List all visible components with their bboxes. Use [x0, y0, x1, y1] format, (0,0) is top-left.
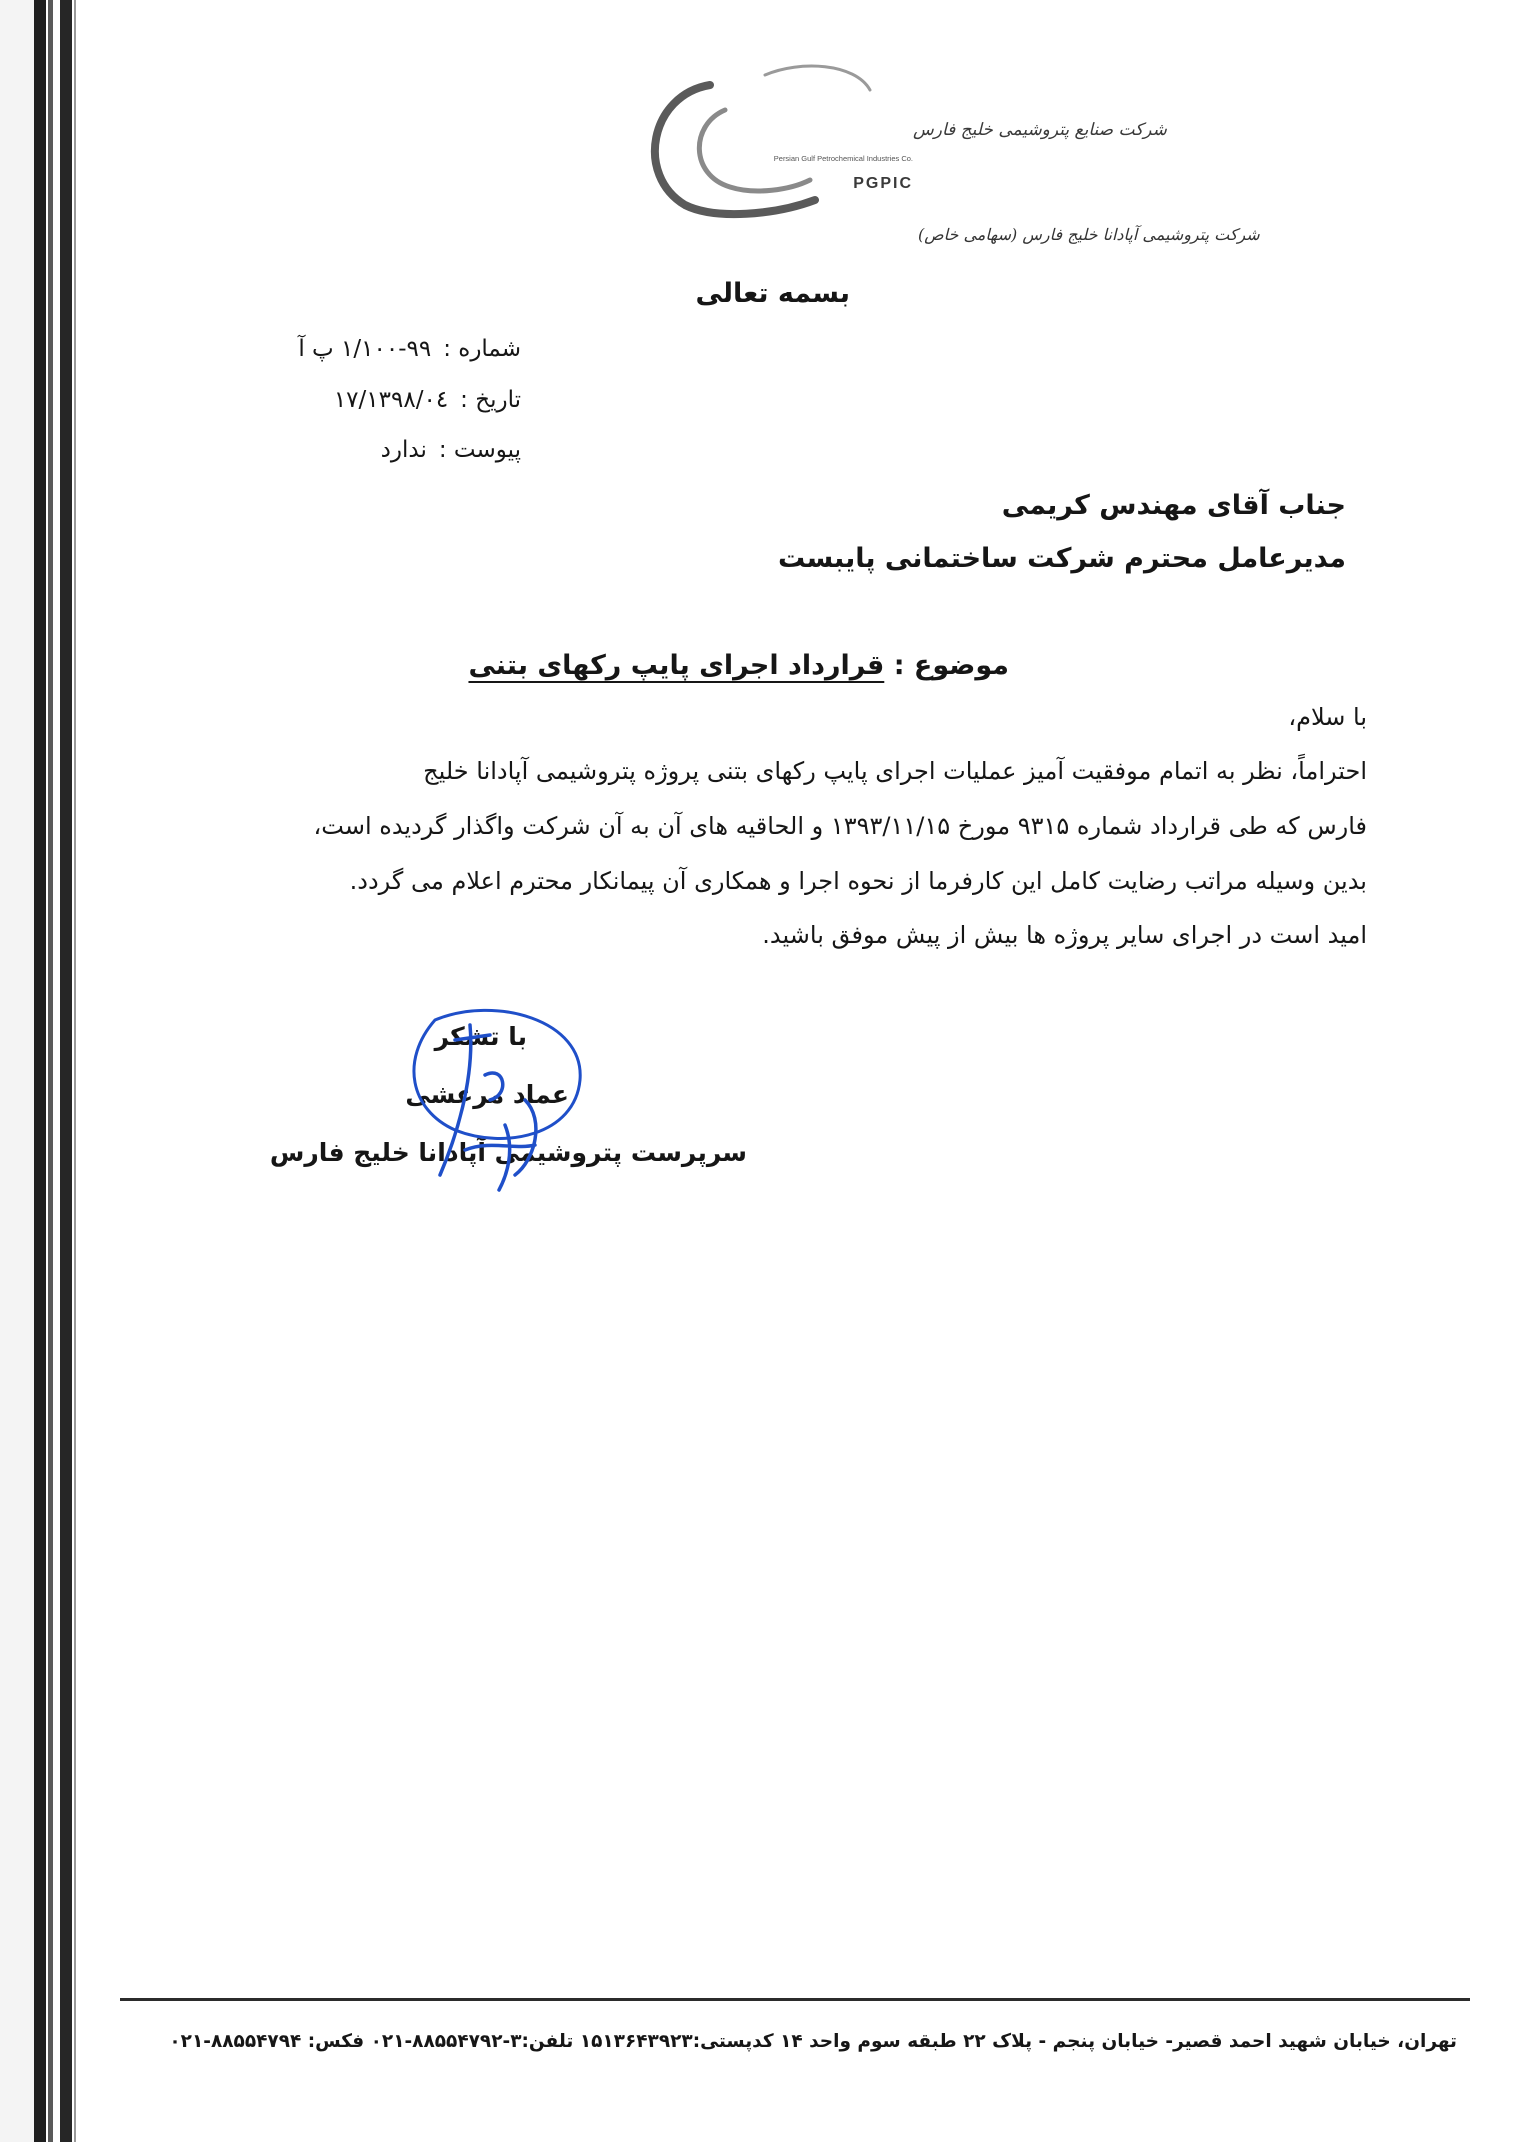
letter-number-label: شماره : [443, 336, 521, 362]
greeting: با سلام، [1288, 703, 1367, 731]
subject-value: قرارداد اجرای پایپ رکهای بتنی [468, 650, 885, 681]
logo-subsidiary-name: شرکت پتروشیمی آپادانا خلیج فارس (سهامی خاص) [918, 225, 1260, 244]
body-paragraph-line-4: امید است در اجرای سایر پروژه ها بیش از پیش موفق باشید. [762, 921, 1367, 949]
binder-strip-light [74, 0, 76, 2142]
signer-name: عماد مرعشی [405, 1080, 569, 1109]
body-paragraph-line-3: بدین وسیله مراتب رضایت کامل این کارفرما از نحوه اجرا و همکاری آن پیمانکار محترم اعلام می گردد. [349, 867, 1367, 895]
logo-swoosh-outer [655, 85, 815, 214]
footer-divider [120, 1998, 1470, 2001]
bismillah-heading: بسمه تعالی [695, 278, 850, 309]
subject-line [468, 650, 1009, 681]
recipient-title: مدیرعامل محترم شرکت ساختمانی پایبست [777, 543, 1346, 574]
body-paragraph-line-1: احتراماً، نظر به اتمام موفقیت آمیز عملیات اجرای پایپ رکهای بتنی پروژه پتروشیمی آپادانا خلیج [423, 757, 1367, 785]
letter-date-value: ۱۳۹۸/۰٤/۱۷ [333, 387, 449, 413]
closing-thanks: با تشکر [434, 1022, 527, 1051]
letter-attachment-row [381, 437, 521, 463]
binder-strip-mid [48, 0, 53, 2142]
letter-date-label: تاریخ : [460, 387, 521, 413]
signature-strokes [440, 1025, 536, 1190]
logo-company-name-en: Persian Gulf Petrochemical Industries Co. [773, 154, 913, 163]
binder-strip-dark-2 [60, 0, 72, 2142]
company-logo [615, 55, 1260, 270]
logo-company-name-fa: شرکت صنایع پتروشیمی خلیج فارس [913, 120, 1167, 140]
letter-number-value: ۱/۱۰۰-۹۹ پ آ [298, 336, 432, 362]
letter-date-row [334, 387, 521, 413]
binder-strip-dark [34, 0, 46, 2142]
logo-swoosh-inner [699, 110, 810, 191]
letter-attachment-value: ندارد [380, 437, 427, 463]
handwritten-signature [395, 1000, 595, 1200]
footer-address: تهران، خیابان شهید احمد قصیر- خیابان پنجم - پلاک ۲۲ طبقه سوم واحد ۱۴ کدپستی:۱۵۱۳۶۴۳۹۲۳ تلفن:۳-۸۸۵۵۴۷۹۲-۰۲۱ فکس: ۸۸۵۵۴۷۹۴-۰۲۱ [169, 2031, 1457, 2052]
page-left-margin [0, 0, 34, 2142]
letter-number-row [298, 336, 521, 362]
logo-abbreviation: PGPIC [853, 175, 913, 192]
body-paragraph-line-2: فارس که طی قرارداد شماره ۹۳۱۵ مورخ ۱۳۹۳/۱۱/۱۵ و الحاقیه های آن به آن شرکت واگذار گردیده است، [313, 812, 1367, 840]
recipient-name: جناب آقای مهندس کریمی [1001, 490, 1346, 521]
signer-title: سرپرست پتروشیمی آپادانا خلیج فارس [269, 1138, 747, 1167]
letter-attachment-label: پیوست : [438, 437, 521, 463]
logo-swoosh-top [765, 66, 870, 90]
subject-label: موضوع : [893, 650, 1009, 681]
